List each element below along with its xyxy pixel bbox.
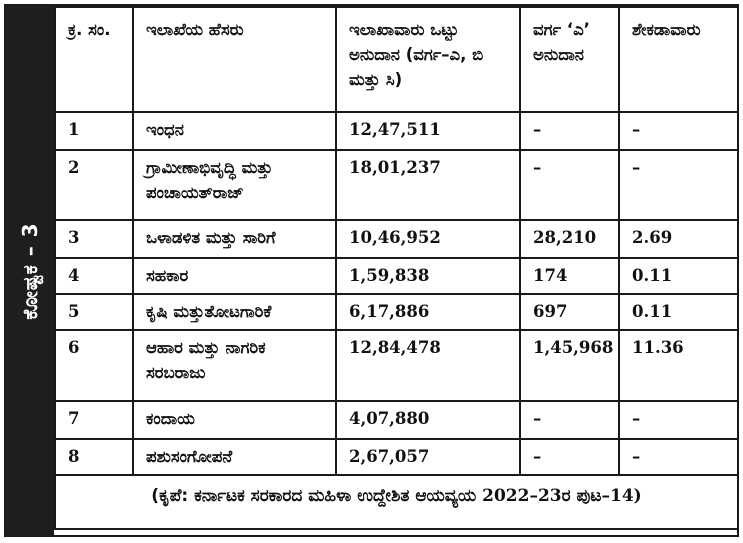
source-row xyxy=(55,475,738,529)
grant-table xyxy=(54,6,739,530)
source-year: 2022–23 xyxy=(482,486,562,506)
table-label: ಕೋಷ್ಟಕ – 3 xyxy=(18,222,42,320)
source-mid: ರ ಪುಟ xyxy=(561,486,602,506)
cell-department: ಇಂಧನ xyxy=(133,112,336,150)
table-row xyxy=(55,220,738,258)
cell-total: 6,17,886 xyxy=(336,294,520,330)
cell-serial: 3 xyxy=(55,220,133,258)
header-total-grant: ಇಲಾಖಾವಾರು ಒಟ್ಟು ಅನುದಾನ (ವರ್ಗ–ಎ, ಬಿ ಮತ್ತು ಸಿ) xyxy=(336,7,520,112)
cell-percentage: 11.36 xyxy=(619,330,738,401)
side-bar xyxy=(6,6,54,535)
source-page: –14) xyxy=(601,486,642,506)
cell-percentage: – xyxy=(619,150,738,220)
cell-serial: 4 xyxy=(55,258,133,294)
cell-category-a: 1,45,968 xyxy=(520,330,619,401)
cell-department: ಕಂದಾಯ xyxy=(133,401,336,439)
cell-department: ಆಹಾರ ಮತ್ತು ನಾಗರಿಕ ಸರಬರಾಜು xyxy=(133,330,336,401)
cell-department: ಪಶುಸಂಗೋಪನೆ xyxy=(133,439,336,475)
cell-department: ಸಹಕಾರ xyxy=(133,258,336,294)
cell-department: ಒಳಾಡಳಿತ ಮತ್ತು ಸಾರಿಗೆ xyxy=(133,220,336,258)
source-note xyxy=(55,475,738,529)
cell-serial: 7 xyxy=(55,401,133,439)
header-category-a: ವರ್ಗ ‘ಎ’ ಅನುದಾನ xyxy=(520,7,619,112)
cell-category-a: 28,210 xyxy=(520,220,619,258)
cell-serial: 1 xyxy=(55,112,133,150)
cell-percentage: 0.11 xyxy=(619,258,738,294)
table-row xyxy=(55,401,738,439)
cell-total: 10,46,952 xyxy=(336,220,520,258)
cell-serial: 8 xyxy=(55,439,133,475)
cell-serial: 2 xyxy=(55,150,133,220)
cell-total: 12,47,511 xyxy=(336,112,520,150)
cell-department: ಗ್ರಾಮೀಣಾಭಿವೃದ್ಧಿ ಮತ್ತು ಪಂಚಾಯತ್‌ರಾಜ್ xyxy=(133,150,336,220)
cell-percentage: 0.11 xyxy=(619,294,738,330)
cell-category-a: – xyxy=(520,401,619,439)
table-row xyxy=(55,112,738,150)
table-frame xyxy=(4,4,739,537)
header-row xyxy=(55,7,738,112)
cell-serial: 6 xyxy=(55,330,133,401)
cell-total: 2,67,057 xyxy=(336,439,520,475)
cell-category-a: 174 xyxy=(520,258,619,294)
table-row xyxy=(55,294,738,330)
cell-total: 4,07,880 xyxy=(336,401,520,439)
cell-category-a: – xyxy=(520,112,619,150)
cell-total: 18,01,237 xyxy=(336,150,520,220)
cell-serial: 5 xyxy=(55,294,133,330)
header-serial: ಕ್ರ. ಸಂ. xyxy=(55,7,133,112)
cell-percentage: – xyxy=(619,439,738,475)
table-row xyxy=(55,439,738,475)
table-row xyxy=(55,258,738,294)
cell-percentage: 2.69 xyxy=(619,220,738,258)
table-row xyxy=(55,330,738,401)
header-department: ಇಲಾಖೆಯ ಹೆಸರು xyxy=(133,7,336,112)
cell-total: 1,59,838 xyxy=(336,258,520,294)
table-row xyxy=(55,150,738,220)
header-percentage: ಶೇಕಡಾವಾರು xyxy=(619,7,738,112)
cell-category-a: 697 xyxy=(520,294,619,330)
cell-department: ಕೃಷಿ ಮತ್ತುತೋಟಗಾರಿಕೆ xyxy=(133,294,336,330)
cell-category-a: – xyxy=(520,150,619,220)
cell-category-a: – xyxy=(520,439,619,475)
source-prefix: (ಕೃಪೆ: ಕರ್ನಾಟಕ ಸರಕಾರದ ಮಹಿಳಾ ಉದ್ದೇಶಿತ ಆಯವ್ಯಯ xyxy=(151,486,483,506)
cell-percentage: – xyxy=(619,401,738,439)
cell-total: 12,84,478 xyxy=(336,330,520,401)
cell-percentage: – xyxy=(619,112,738,150)
